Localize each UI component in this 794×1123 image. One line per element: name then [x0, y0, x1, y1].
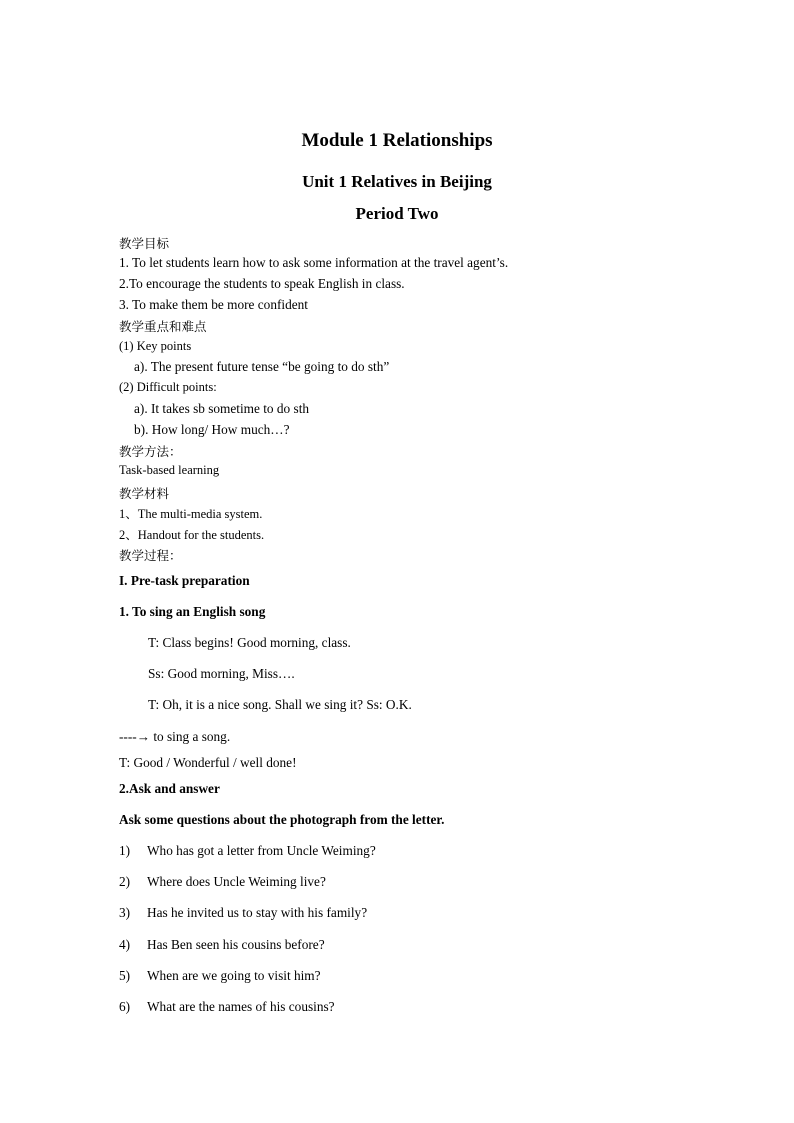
material-item: 2、Handout for the students.: [119, 528, 265, 542]
question-text: Where does Uncle Weiming live?: [147, 874, 326, 889]
material-item: 1、The multi-media system.: [119, 507, 263, 521]
objectives-heading: 教学目标: [119, 236, 170, 251]
difficult-point-item: a). It takes sb sometime to do sth: [134, 401, 310, 416]
dialog-line: T: Oh, it is a nice song. Shall we sing it? Ss: O.K.: [148, 697, 412, 712]
objective-item: 1. To let students learn how to ask some information at the travel agent’s.: [119, 255, 509, 270]
key-points-label: (1) Key points: [119, 339, 192, 353]
subsection-heading: 1. To sing an English song: [119, 604, 266, 619]
question-text: Has he invited us to stay with his family?: [147, 905, 368, 920]
question-item: [119, 874, 326, 890]
instruction-line: Ask some questions about the photograph from the letter.: [119, 812, 445, 827]
materials-heading: 教学材料: [119, 486, 170, 501]
question-number: 1): [119, 843, 131, 858]
period-title: Period Two: [355, 204, 439, 223]
section-heading: I. Pre-task preparation: [119, 573, 250, 588]
question-number: 5): [119, 968, 131, 983]
objective-item: 3. To make them be more confident: [119, 297, 308, 312]
question-text: Who has got a letter from Uncle Weiming?: [147, 843, 376, 858]
question-item: [119, 843, 376, 859]
module-title: Module 1 Relationships: [301, 130, 493, 151]
question-text: When are we going to visit him?: [147, 968, 321, 983]
question-item: [119, 937, 325, 953]
process-heading: 教学过程：: [119, 548, 182, 563]
question-number: 6): [119, 999, 131, 1014]
unit-title: Unit 1 Relatives in Beijing: [302, 172, 492, 191]
objective-item: 2.To encourage the students to speak English in class.: [119, 276, 405, 291]
question-text: Has Ben seen his cousins before?: [147, 937, 325, 952]
methods-heading: 教学方法：: [119, 444, 182, 459]
question-item: [119, 999, 335, 1015]
question-text: What are the names of his cousins?: [147, 999, 335, 1014]
activity-line: ----→ to sing a song.: [119, 729, 231, 744]
key-point-item: a). The present future tense “be going to do sth”: [134, 359, 390, 374]
question-item: [119, 905, 367, 921]
dialog-line: T: Class begins! Good morning, class.: [148, 635, 351, 650]
question-item: [119, 968, 321, 984]
dialog-line: Ss: Good morning, Miss….: [148, 666, 295, 681]
question-number: 4): [119, 937, 131, 952]
question-number: 2): [119, 874, 131, 889]
difficult-point-item: b). How long/ How much…?: [134, 422, 290, 437]
difficult-points-label: (2) Difficult points:: [119, 380, 217, 394]
methods-value: Task-based learning: [119, 463, 220, 477]
question-number: 3): [119, 905, 131, 920]
praise-line: T: Good / Wonderful / well done!: [119, 755, 297, 770]
subsection-heading: 2.Ask and answer: [119, 781, 220, 796]
key-points-heading: 教学重点和难点: [119, 319, 207, 334]
